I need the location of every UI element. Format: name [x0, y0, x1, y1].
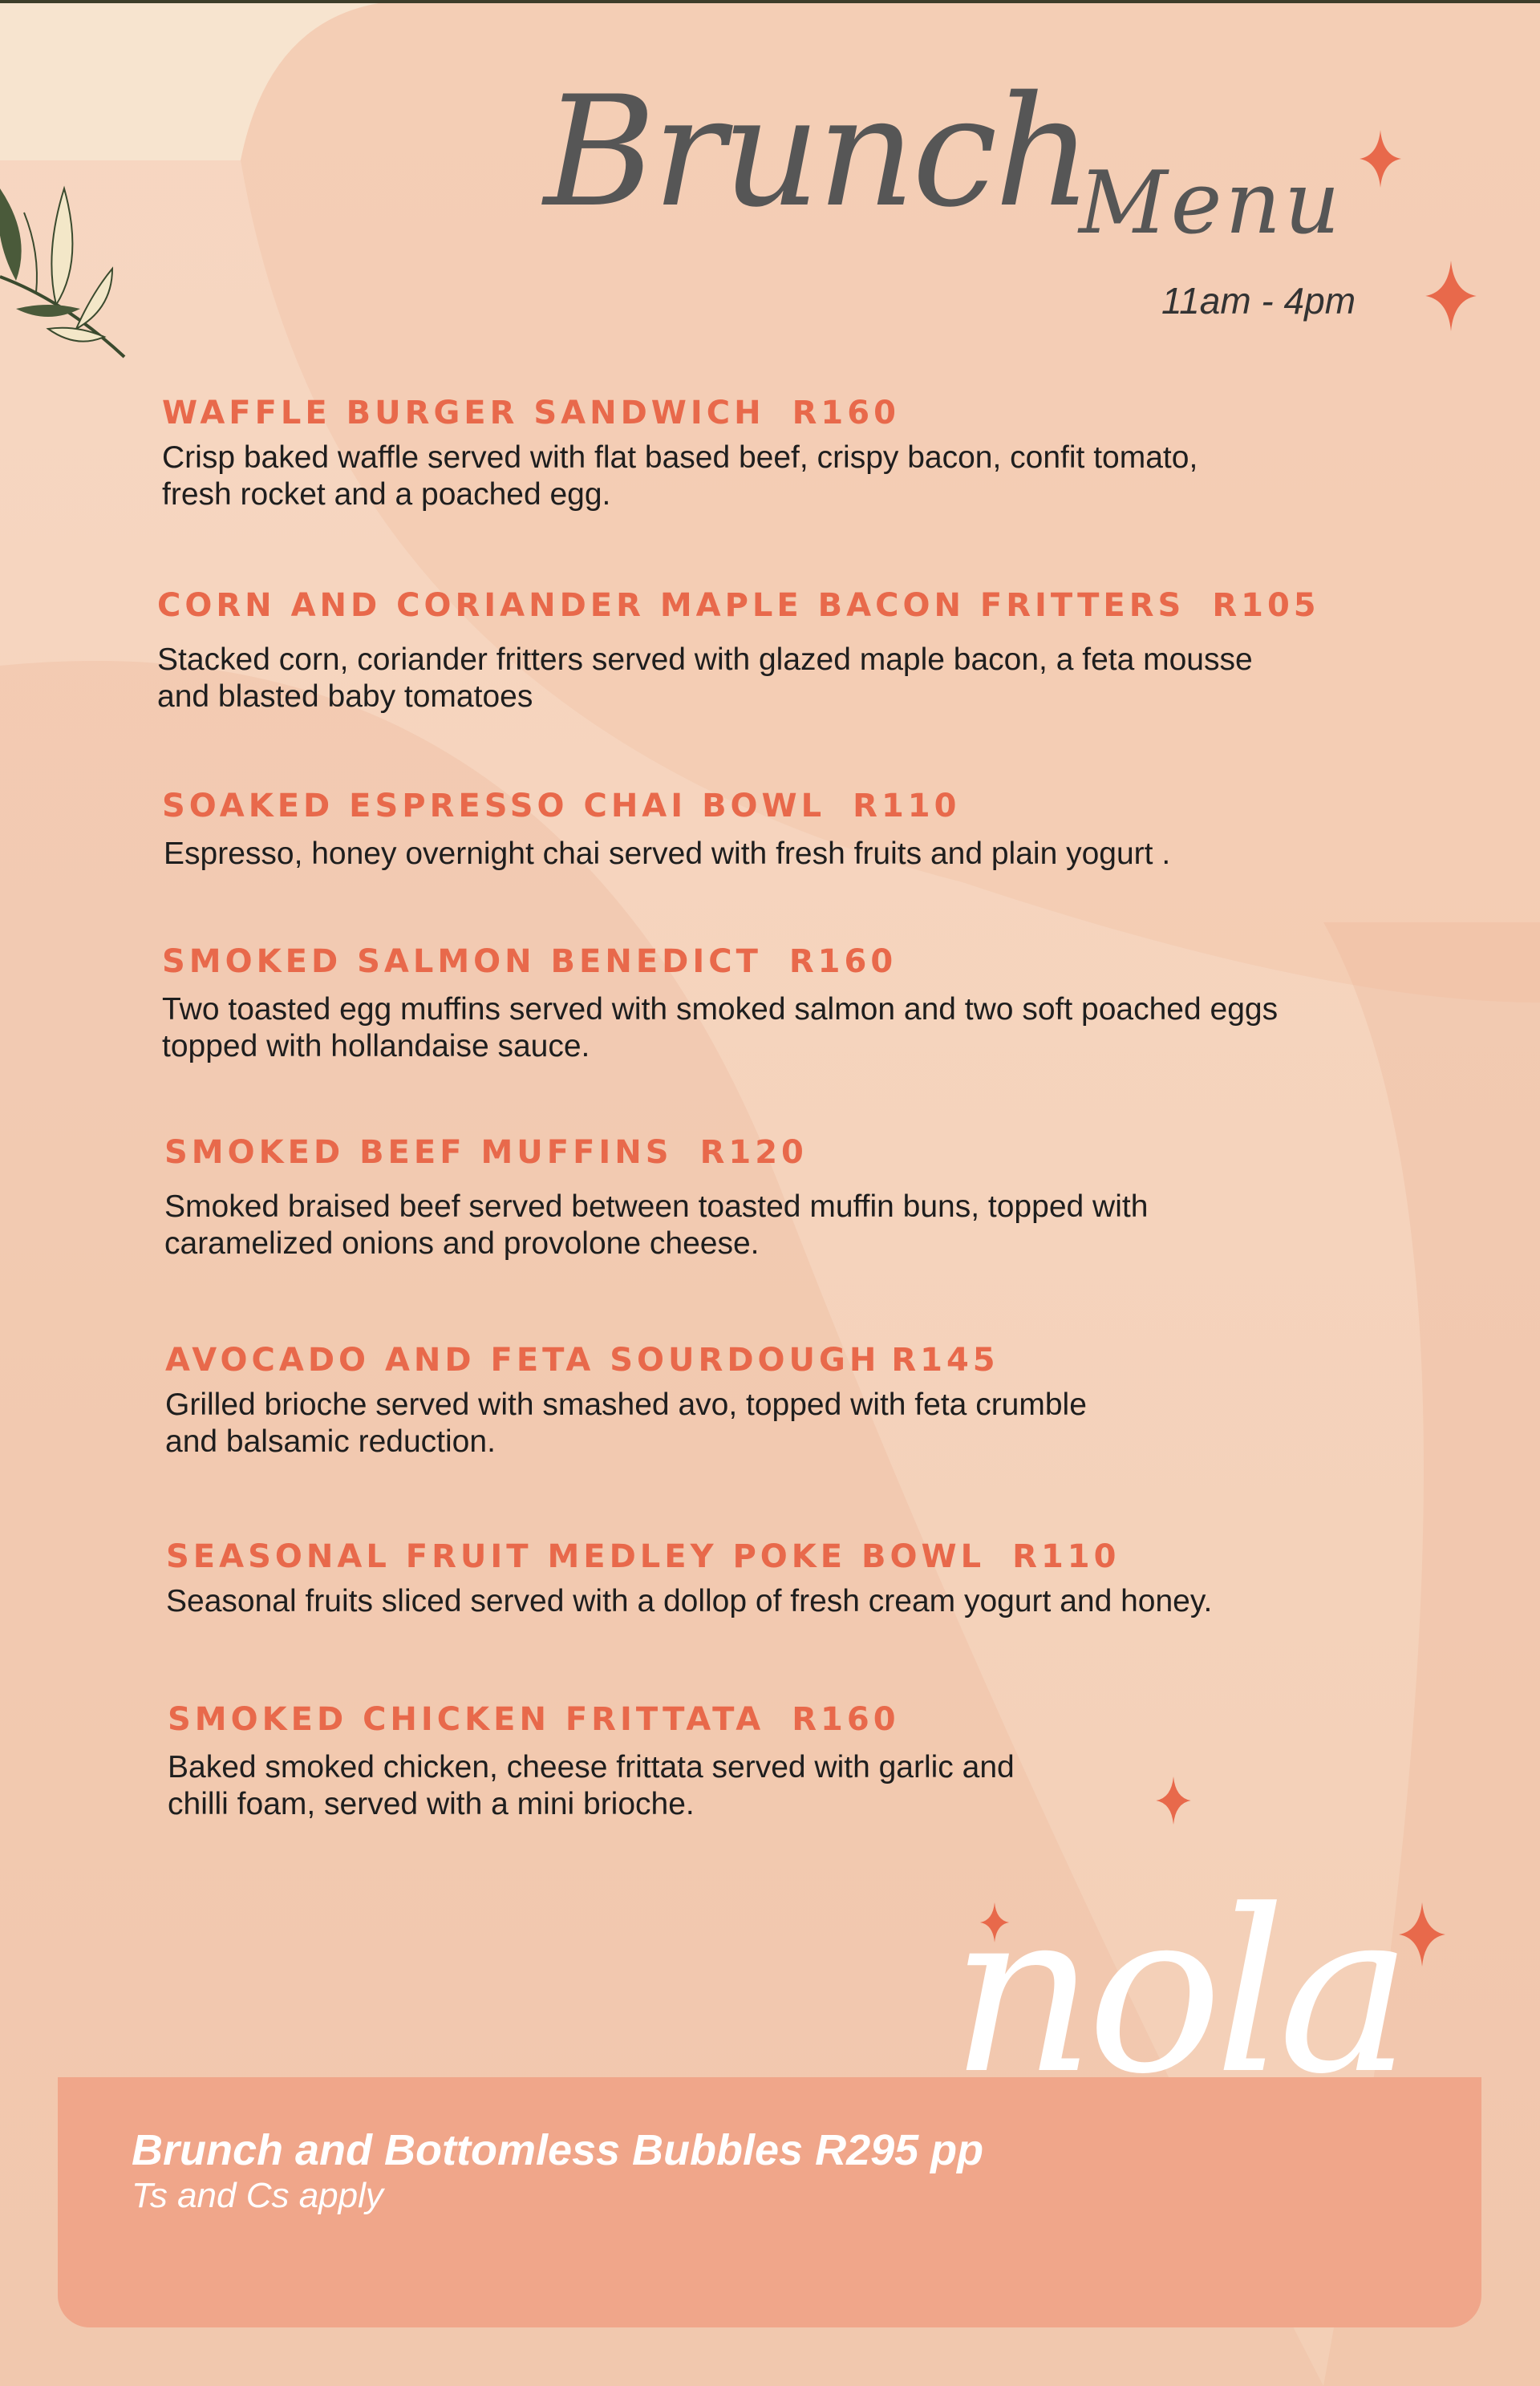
- menu-item-price: R160: [792, 395, 900, 431]
- sparkle-icon: [1360, 130, 1401, 188]
- menu-item-price: R160: [792, 1701, 900, 1738]
- menu-item-description: Two toasted egg muffins served with smoked salmon and two soft poached eggs topped with hollandaise sauce.: [162, 992, 1279, 1063]
- menu-item: [162, 393, 1198, 513]
- menu-item-price: R110: [853, 788, 961, 824]
- brand-logo: nola: [950, 1862, 1404, 2124]
- menu-item: [168, 1699, 1015, 1823]
- menu-item: [157, 585, 1320, 715]
- sparkle-icon: [1424, 261, 1478, 331]
- menu-item-price: R160: [788, 943, 898, 980]
- menu-item-name: WAFFLE BURGER SANDWICH R160: [162, 395, 900, 431]
- menu-item-name: SEASONAL FRUIT MEDLEY POKE BOWL R110: [166, 1538, 1121, 1575]
- menu-item: [162, 786, 1170, 873]
- menu-item-description: Grilled brioche served with smashed avo, topped with feta crumble and balsamic reduction.: [165, 1387, 1087, 1459]
- menu-item-description: Espresso, honey overnight chai served with fresh fruits and plain yogurt .: [164, 837, 1171, 871]
- menu-item-name: SMOKED SALMON BENEDICT R160: [162, 943, 898, 980]
- menu-item-description: Crisp baked waffle served with flat based beef, crispy bacon, confit tomato, fresh rocket and a poached egg.: [162, 440, 1198, 512]
- menu-item-name: SMOKED CHICKEN FRITTATA R160: [168, 1701, 900, 1738]
- menu-item-name: SMOKED BEEF MUFFINS R120: [164, 1134, 808, 1171]
- menu-item-description: Seasonal fruits sliced served with a dollop of fresh cream yogurt and honey.: [166, 1584, 1213, 1618]
- promo-offer: Brunch and Bottomless Bubbles R295 pp: [132, 2126, 984, 2174]
- menu-item: [165, 1340, 1087, 1460]
- menu-item: [164, 1132, 1148, 1262]
- menu-item-price: R110: [1012, 1538, 1121, 1575]
- menu-item-price: R105: [1212, 587, 1320, 624]
- leaf-sprig-icon: [0, 164, 136, 365]
- top-rule: [0, 0, 1540, 3]
- menu-item-description: Stacked corn, coriander fritters served with glazed maple bacon, a feta mousse and blasted baby tomatoes: [157, 642, 1253, 714]
- menu-item-name: SOAKED ESPRESSO CHAI BOWL R110: [162, 788, 961, 824]
- menu-title: Brunch: [544, 63, 1089, 241]
- menu-item-description: Smoked braised beef served between toasted muffin buns, topped with caramelized onions and provolone cheese.: [164, 1189, 1149, 1261]
- menu-item-name: AVOCADO AND FETA SOURDOUGH R145: [165, 1342, 999, 1379]
- menu-item: [166, 1537, 1212, 1620]
- menu-item-price: R120: [699, 1134, 808, 1171]
- menu-item: [162, 942, 1278, 1065]
- menu-subtitle: Menu: [1079, 153, 1343, 253]
- menu-item-name: CORN AND CORIANDER MAPLE BACON FRITTERS R105: [157, 587, 1320, 624]
- service-hours: 11am - 4pm: [1161, 280, 1356, 322]
- menu-item-description: Baked smoked chicken, cheese frittata served with garlic and chilli foam, served with a mini brioche.: [168, 1750, 1015, 1821]
- sparkle-icon: [1153, 1776, 1194, 1825]
- promo-terms: Ts and Cs apply: [132, 2176, 383, 2215]
- menu-item-price: R145: [891, 1342, 999, 1379]
